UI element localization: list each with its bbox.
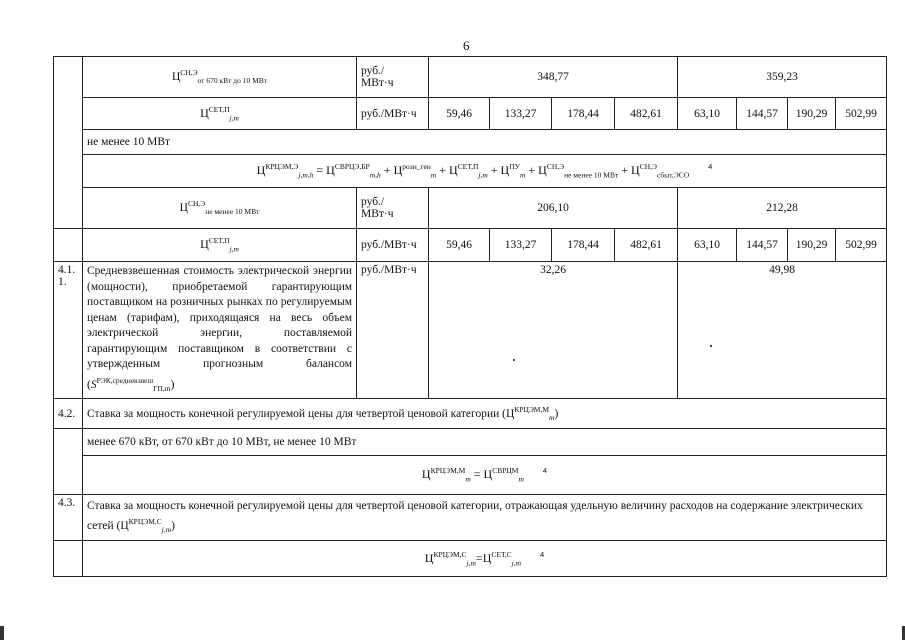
unit-cell: руб./МВт·ч xyxy=(357,98,429,130)
set-label-10mw: $Ц^{СЕТ,П}_{j,m}$ xyxy=(83,229,357,262)
formula-krcem-m: $Ц^{КРЦЭМ,М}_m = Ц^{СВРЦМ}_m$ $^4$ xyxy=(83,456,887,495)
set-value: 190,29 xyxy=(788,229,836,262)
unit-cell: руб./ МВт·ч xyxy=(357,188,429,229)
empty-number-cell xyxy=(54,229,83,262)
sn-label-670: $Ц^{СН,Э}_{от 670 кВт до 10 МВт}$ xyxy=(83,57,357,98)
unit-cell: руб./МВт·ч xyxy=(357,262,429,399)
page-number: 6 xyxy=(463,38,470,53)
table-row xyxy=(54,229,887,262)
set-value: 63,10 xyxy=(678,229,737,262)
value-4-1-1-a: 32,26 xyxy=(429,262,678,399)
set-value: 502,99 xyxy=(836,229,887,262)
set-value: 178,44 xyxy=(552,229,615,262)
sn-value-b-10mw: 212,28 xyxy=(678,188,887,229)
formula-krcem-e: $Ц^{КРЦЭМ,Э}_{j,m,h} = Ц^{СВРЦЭ,БР}_{m,h} + Ц^{розн\_ген}_m + Ц^{СЕТ,П}_{j,m} + Ц^{ПУ}_m + Ц^{СН,Э}_{не менее 10 МВт} + Ц^{СН,Э}_{сбыт,ЭСО}$ $^4$ xyxy=(83,155,887,188)
set-value: 133,27 xyxy=(490,98,552,130)
set-value: 59,46 xyxy=(429,98,490,130)
set-value: 178,44 xyxy=(552,98,615,130)
scan-edge-mark xyxy=(0,626,4,640)
row-number-4-1-1: 4.1. 1. xyxy=(54,262,83,399)
table-row xyxy=(54,429,887,456)
set-value: 144,57 xyxy=(737,98,788,130)
table-row xyxy=(54,541,887,577)
table-row xyxy=(54,155,887,188)
table-row xyxy=(54,456,887,495)
tariff-table xyxy=(53,56,887,577)
row-4-2-subheading: менее 670 кВт, от 670 кВт до 10 МВт, не менее 10 МВт xyxy=(83,429,887,456)
sn-value-a: 348,77 xyxy=(429,57,678,98)
scan-dot xyxy=(513,359,515,361)
empty-number-cell xyxy=(54,429,83,495)
row-4-2-text: Ставка за мощность конечной регулируемой цены для четвертой ценовой категории $(Ц^{КРЦЭМ,М}_m)$ xyxy=(83,399,887,429)
unit-cell: руб./МВт·ч xyxy=(357,229,429,262)
set-value: 133,27 xyxy=(490,229,552,262)
footnote-mark: 4 xyxy=(540,549,545,559)
description-4-1-1: Средневзвешенная стоимость электрической энергии (мощности), приобретаемой гарантирующим поставщиком на розничных рынках по регулируемым ценам (тарифам), приходящаяся на весь объем электрической энергии, поставляемой гарантирующим поставщиком в соответствии с утвержденным прогнозным балансом $(S^{РЭК,средневзвеш}_{ГП,m})$ xyxy=(83,262,357,399)
set-value: 482,61 xyxy=(615,229,678,262)
set-value: 59,46 xyxy=(429,229,490,262)
footnote-mark: 4 xyxy=(542,466,548,476)
set-value: 144,57 xyxy=(737,229,788,262)
set-value: 502,99 xyxy=(836,98,887,130)
table-row xyxy=(54,57,887,98)
sn-value-a-10mw: 206,10 xyxy=(429,188,678,229)
table-row xyxy=(54,495,887,541)
set-value: 63,10 xyxy=(678,98,737,130)
set-label-670: $Ц^{СЕТ,П}_{j,m}$ xyxy=(83,98,357,130)
table-row xyxy=(54,188,887,229)
unit-cell: руб./ МВт·ч xyxy=(357,57,429,98)
sn-label-10mw: $Ц^{СН,Э}_{не менее 10 МВт}$ xyxy=(83,188,357,229)
sn-value-b: 359,23 xyxy=(678,57,887,98)
table-row xyxy=(54,262,887,399)
table-row xyxy=(54,130,887,155)
empty-number-cell xyxy=(54,541,83,577)
scan-dot xyxy=(710,345,712,347)
row-number-4-3: 4.3. xyxy=(54,495,83,541)
empty-number-cell xyxy=(54,57,83,229)
row-4-3-text: Ставка за мощность конечной регулируемой цены для четвертой ценовой категории, отражающая удельную величину расходов на содержание электрических сетей $(Ц^{КРЦЭМ,С}_{j,m})$ xyxy=(83,495,887,541)
formula-krcem-c: $Ц^{КРЦЭМ,С}_{j,m}=Ц^{СЕТ,С}_{j,m}$ $^4$ xyxy=(83,541,887,577)
table-row xyxy=(54,399,887,429)
set-value: 190,29 xyxy=(788,98,836,130)
section-heading-10mw: не менее 10 МВт xyxy=(83,130,887,155)
row-number-4-2: 4.2. xyxy=(54,399,83,429)
footnote-mark: 4 xyxy=(708,162,713,172)
value-4-1-1-b: 49,98 xyxy=(678,262,887,399)
table-row xyxy=(54,98,887,130)
set-value: 482,61 xyxy=(615,98,678,130)
